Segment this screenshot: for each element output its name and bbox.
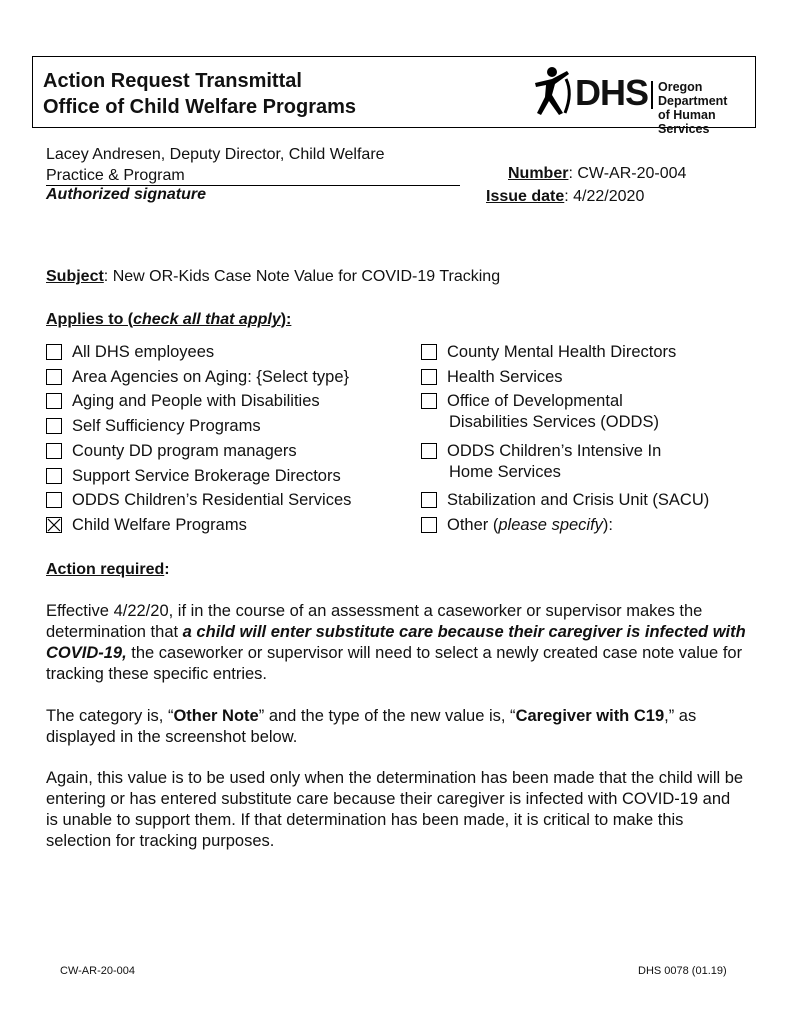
p2-category-value: Other Note — [173, 707, 259, 725]
action-required-colon: : — [164, 561, 170, 578]
checkbox-label-line-2: Home Services — [449, 463, 561, 481]
number-field — [508, 163, 686, 184]
checkbox[interactable] — [421, 369, 437, 385]
checkbox-label: ODDS Children’s Intensive In — [447, 442, 662, 460]
paragraph-effective — [46, 601, 746, 685]
checkbox[interactable] — [421, 393, 437, 409]
checkbox[interactable] — [46, 369, 62, 385]
signatory-line-1: Lacey Andresen, Deputy Director, Child Welfare — [46, 146, 385, 163]
title-box — [32, 56, 756, 136]
logo-org-line-1: Oregon Department — [658, 80, 728, 108]
checkbox-label: County Mental Health Directors — [447, 343, 677, 361]
logo-divider — [651, 81, 653, 109]
footer-doc-number: CW-AR-20-004 — [60, 965, 135, 977]
paragraph-category — [46, 706, 746, 748]
issue-date-value: : 4/22/2020 — [564, 188, 645, 205]
checkbox[interactable] — [46, 468, 62, 484]
p2-text-e: ,” as displayed in the screenshot below. — [46, 707, 697, 746]
dhs-logo — [521, 63, 751, 136]
checkbox-label: County DD program managers — [72, 442, 297, 460]
checkbox-label: Other (please specify): — [447, 516, 614, 534]
p1-text-emphasis: a child will enter substitute care because their caregiver is infected with COVID-19, — [46, 623, 746, 662]
signatory-name — [46, 144, 385, 186]
paragraph-again: Again, this value is to be used only when the determination has been made that the child will be entering or has entered substitute care because their caregiver is infected with COVID-19 and is unable to support them. If that determination has been made, it is critical to make this selection for tracking purposes. — [46, 769, 744, 850]
checkbox-label: ODDS Children’s Residential Services — [72, 491, 352, 509]
action-required-label: Action required — [46, 561, 165, 578]
subject-label: Subject — [46, 268, 104, 285]
checkbox-label: Office of Developmental — [447, 392, 623, 410]
checkbox[interactable] — [46, 492, 62, 508]
checkbox[interactable] — [421, 443, 437, 459]
checkbox[interactable] — [46, 443, 62, 459]
checkbox-label: Area Agencies on Aging: {Select type} — [72, 368, 350, 386]
action-required-heading — [46, 561, 170, 579]
p2-text-c: ” and the type of the new value is, “ — [258, 707, 516, 725]
checkbox[interactable] — [421, 492, 437, 508]
checkbox-label: All DHS employees — [72, 343, 215, 361]
applies-to-heading — [46, 311, 291, 329]
logo-org-name — [658, 80, 751, 136]
p2-type-value: Caregiver with C19 — [515, 707, 665, 725]
checkbox-label-line-2: Disabilities Services (ODDS) — [449, 413, 659, 431]
title-line-2: Office of Child Welfare Programs — [43, 96, 357, 118]
p1-text-c: the caseworker or supervisor will need to select a newly created case note value for tracking these specific entries. — [46, 644, 743, 683]
person-figure-icon — [521, 63, 581, 123]
checkbox-label: Support Service Brokerage Directors — [72, 467, 341, 485]
issue-date-field — [486, 186, 644, 207]
logo-org-line-2: of Human Services — [658, 108, 716, 136]
applies-to-label: Applies to (check all that apply): — [46, 311, 292, 328]
checkbox-label: Child Welfare Programs — [72, 516, 247, 534]
checkbox-label: Health Services — [447, 368, 563, 386]
p1-text-a: Effective 4/22/20, if in the course of an assessment a caseworker or supervisor makes the determination that — [46, 602, 703, 641]
checkbox[interactable] — [421, 517, 437, 533]
signatory-line-2: Practice & Program — [46, 167, 185, 184]
checkbox-checked[interactable] — [46, 517, 62, 533]
checkbox-label: Stabilization and Crisis Unit (SACU) — [447, 491, 710, 509]
document-title — [43, 68, 356, 120]
issue-date-label: Issue date — [486, 188, 565, 205]
checkbox[interactable] — [46, 418, 62, 434]
checkbox-label: Aging and People with Disabilities — [72, 392, 320, 410]
subject-value: : New OR-Kids Case Note Value for COVID-19 Tracking — [103, 268, 501, 285]
subject-line — [46, 268, 500, 286]
checkbox[interactable] — [46, 393, 62, 409]
p2-text-a: The category is, “ — [46, 707, 174, 725]
number-label: Number — [508, 165, 569, 182]
checkbox[interactable] — [421, 344, 437, 360]
authorized-signature-label: Authorized signature — [46, 186, 207, 203]
checkbox[interactable] — [46, 344, 62, 360]
title-line-1: Action Request Transmittal — [43, 70, 302, 92]
x-mark-icon — [47, 518, 61, 532]
footer-form-number: DHS 0078 (01.19) — [638, 965, 727, 977]
checkbox-label: Self Sufficiency Programs — [72, 417, 261, 435]
logo-text: DHS — [575, 72, 649, 113]
number-value: : CW-AR-20-004 — [568, 165, 687, 182]
